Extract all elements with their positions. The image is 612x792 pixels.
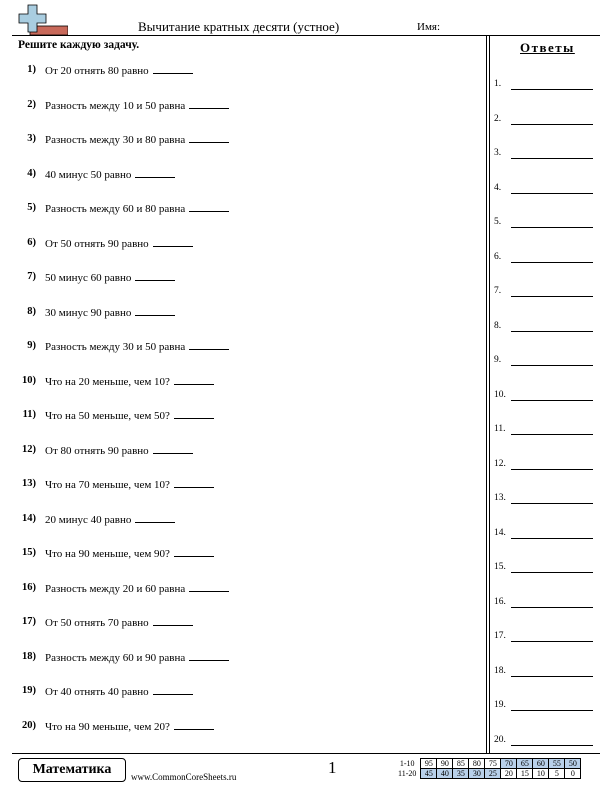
problem-number: 11) (22, 409, 36, 420)
answer-blank[interactable] (189, 99, 229, 109)
score-cell: 35 (453, 769, 469, 779)
answer-label: 11. (494, 424, 506, 434)
score-cell: 5 (549, 769, 565, 779)
score-cell: 70 (501, 759, 517, 769)
answer-label: 4. (494, 182, 502, 193)
problem-number: 13) (22, 478, 36, 489)
problem-text: 40 минус 50 равно (45, 168, 132, 181)
answer-blank[interactable] (153, 237, 193, 247)
answer-blank[interactable] (153, 444, 193, 454)
problem-number: 3) (27, 133, 36, 144)
answer-line[interactable] (511, 710, 593, 711)
answer-blank[interactable] (174, 720, 214, 730)
answers-panel-divider (489, 36, 490, 753)
footer-divider (12, 753, 600, 754)
problem-number: 16) (22, 581, 36, 593)
problem-number: 2) (27, 98, 36, 110)
answer-line[interactable] (511, 262, 593, 263)
answer-blank[interactable] (189, 133, 229, 143)
answer-line[interactable] (511, 331, 593, 332)
problem-number: 7) (27, 271, 36, 282)
answer-label: 20. (494, 734, 506, 745)
problem-text: Разность между 10 и 50 равна (45, 99, 186, 112)
problem-text: Разность между 20 и 60 равна (45, 582, 186, 595)
score-cell: 75 (485, 759, 501, 769)
problem-text: 20 минус 40 равно (45, 513, 132, 526)
answer-blank[interactable] (135, 168, 175, 178)
problem-text: Разность между 30 и 80 равна (45, 134, 186, 146)
answer-label: 1. (494, 79, 502, 89)
answer-label: 16. (494, 596, 506, 607)
score-range-label: 1-10 (399, 759, 415, 768)
answers-title: Ответы (520, 40, 575, 55)
page-number: 1 (328, 758, 337, 777)
answer-blank[interactable] (189, 340, 229, 350)
problem-text: Разность между 30 и 50 равна (45, 341, 186, 353)
problem-number: 4) (27, 167, 36, 179)
score-cell: 15 (517, 769, 533, 779)
problem-number: 20) (22, 719, 36, 731)
problem-text: От 40 отнять 40 равно (45, 686, 149, 698)
problem-text: 50 минус 60 равно (45, 272, 132, 284)
answer-blank[interactable] (174, 409, 214, 419)
problem-text: Что на 20 меньше, чем 10? (45, 375, 170, 388)
score-cell: 45 (421, 769, 437, 779)
answer-line[interactable] (511, 676, 593, 677)
score-cell: 50 (565, 759, 581, 769)
answer-line[interactable] (511, 538, 593, 539)
problem-number: 5) (27, 202, 36, 213)
answer-label: 12. (494, 458, 506, 469)
problem-number: 8) (27, 305, 36, 317)
answer-label: 15. (494, 562, 506, 572)
problem-text: От 20 отнять 80 равно (45, 65, 149, 77)
answer-blank[interactable] (153, 616, 193, 626)
problem-text: Разность между 60 и 90 равна (45, 651, 186, 664)
answer-label: 13. (494, 493, 506, 503)
answer-line[interactable] (511, 434, 593, 435)
score-cell: 20 (501, 769, 517, 779)
answer-line[interactable] (511, 400, 593, 401)
instructions: Решите каждую задачу. (18, 39, 140, 51)
score-cell: 85 (453, 759, 469, 769)
problem-number: 12) (22, 443, 36, 455)
answer-line[interactable] (511, 607, 593, 608)
plus-logo-icon (18, 4, 68, 36)
answer-label: 3. (494, 148, 502, 158)
answer-blank[interactable] (174, 375, 214, 385)
score-cell: 90 (437, 759, 453, 769)
answer-label: 9. (494, 355, 502, 365)
problem-number: 14) (22, 512, 36, 524)
answer-blank[interactable] (135, 271, 175, 281)
answer-line[interactable] (511, 572, 593, 573)
problem-text: От 50 отнять 90 равно (45, 237, 149, 250)
problem-number: 10) (22, 374, 36, 386)
score-cell: 10 (533, 769, 549, 779)
score-range-label: 11-20 (398, 769, 417, 778)
problem-text: От 50 отнять 70 равно (45, 617, 149, 629)
score-cell: 0 (565, 769, 581, 779)
score-cell: 60 (533, 759, 549, 769)
score-cell: 40 (437, 769, 453, 779)
answer-blank[interactable] (135, 306, 175, 316)
problem-number: 18) (22, 650, 36, 662)
problem-text: От 80 отнять 90 равно (45, 444, 149, 457)
problem-text: Разность между 60 и 80 равна (45, 203, 186, 215)
problem-number: 19) (22, 685, 36, 696)
score-cell: 65 (517, 759, 533, 769)
answer-label: 7. (494, 286, 502, 296)
name-label: Имя: (417, 21, 441, 33)
problem-number: 6) (27, 236, 36, 248)
answer-label: 2. (494, 113, 502, 124)
answer-line[interactable] (511, 503, 593, 504)
site-url: www.CommonCoreSheets.ru (131, 772, 237, 782)
problem-number: 9) (27, 340, 36, 351)
problem-text: Что на 50 меньше, чем 50? (45, 410, 170, 422)
answer-label: 6. (494, 251, 502, 262)
answer-label: 8. (494, 320, 502, 331)
answer-label: 14. (494, 527, 506, 538)
answer-blank[interactable] (174, 547, 214, 557)
score-table (396, 758, 581, 779)
answer-label: 17. (494, 631, 506, 641)
answer-blank[interactable] (135, 513, 175, 523)
score-cell: 55 (549, 759, 565, 769)
problem-number: 1) (27, 64, 36, 75)
answer-label: 10. (494, 389, 506, 400)
answer-line[interactable] (511, 89, 593, 90)
answer-blank[interactable] (189, 582, 229, 592)
score-cell: 30 (469, 769, 485, 779)
answer-blank[interactable] (189, 202, 229, 212)
problem-number: 17) (22, 616, 36, 627)
answer-line[interactable] (511, 124, 593, 125)
answer-line[interactable] (511, 365, 593, 366)
answer-blank[interactable] (189, 651, 229, 661)
brand-badge: Математика (18, 758, 126, 782)
problem-text: 30 минус 90 равно (45, 306, 132, 319)
answer-line[interactable] (511, 745, 593, 746)
answer-label: 19. (494, 700, 506, 710)
answer-label: 18. (494, 665, 506, 676)
problem-text: Что на 90 меньше, чем 90? (45, 548, 170, 560)
answer-label: 5. (494, 217, 502, 227)
answer-line[interactable] (511, 227, 593, 228)
answer-line[interactable] (511, 193, 593, 194)
answer-line[interactable] (511, 296, 593, 297)
answer-blank[interactable] (153, 64, 193, 74)
problem-text: Что на 70 меньше, чем 10? (45, 479, 170, 491)
answer-line[interactable] (511, 469, 593, 470)
score-cell: 95 (421, 759, 437, 769)
answer-blank[interactable] (174, 478, 214, 488)
answer-blank[interactable] (153, 685, 193, 695)
score-cell: 25 (485, 769, 501, 779)
answer-line[interactable] (511, 641, 593, 642)
score-cell: 80 (469, 759, 485, 769)
answer-line[interactable] (511, 158, 593, 159)
problem-text: Что на 90 меньше, чем 20? (45, 720, 170, 733)
worksheet-title: Вычитание кратных десяти (устное) (138, 19, 340, 34)
problem-number: 15) (22, 547, 36, 558)
